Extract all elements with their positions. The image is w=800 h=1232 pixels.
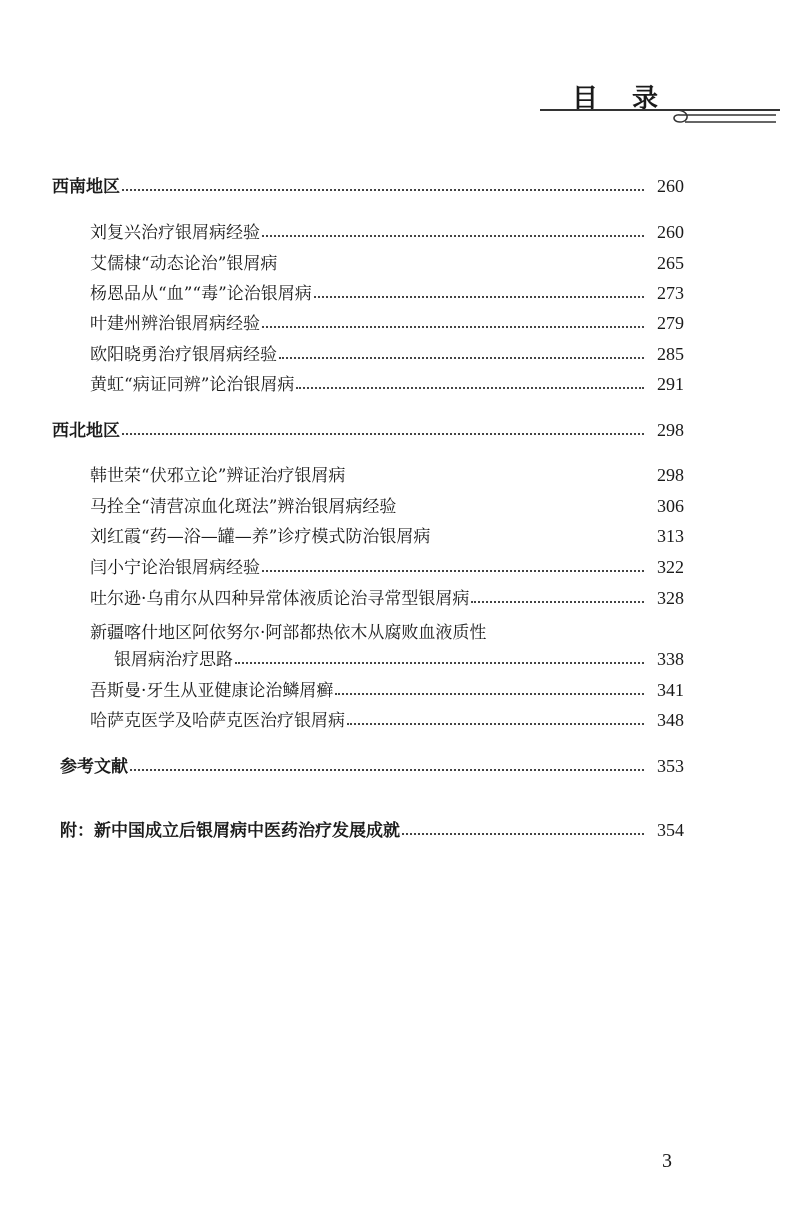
dot-leader — [235, 661, 644, 664]
toc-entry[interactable] — [90, 218, 684, 246]
page-title: 目录 — [572, 84, 693, 114]
entry-title: 吾斯曼·牙生从亚健康论治鳞屑癣 — [90, 681, 334, 701]
toc-entry[interactable] — [90, 370, 684, 398]
dot-leader — [122, 188, 644, 191]
dot-leader — [262, 234, 644, 237]
dot-leader — [432, 539, 644, 540]
page-ref: 279 — [657, 313, 684, 333]
page-ref: 353 — [657, 756, 684, 776]
page-ref: 341 — [657, 680, 684, 700]
section-title: 参考文献 — [60, 757, 128, 777]
entry-title: 哈萨克医学及哈萨克医治疗银屑病 — [90, 711, 345, 731]
entry-title: 黄虹“病证同辨”论治银屑病 — [90, 375, 295, 395]
page-ref: 265 — [657, 253, 684, 273]
entry-title: 杨恩品从“血”“毒”论治银屑病 — [90, 284, 312, 304]
page-ref: 322 — [657, 557, 684, 577]
dot-leader — [471, 600, 644, 603]
page-ref: 354 — [657, 820, 684, 840]
page-ref: 313 — [657, 526, 684, 546]
page-ref: 273 — [657, 283, 684, 303]
dot-leader — [347, 478, 644, 479]
dot-leader — [347, 722, 644, 725]
page-ref: 338 — [657, 649, 684, 669]
entry-title: 欧阳晓勇治疗银屑病经验 — [90, 345, 277, 365]
toc-section-northwest[interactable] — [52, 416, 684, 444]
dot-leader — [296, 386, 644, 389]
entry-title: 马拴全“清营凉血化斑法”辨治银屑病经验 — [90, 497, 397, 517]
section-title: 西北地区 — [52, 421, 120, 441]
section-title: 附：新中国成立后银屑病中医药治疗发展成就 — [60, 821, 400, 841]
toc-entry[interactable] — [90, 279, 684, 307]
page-ref: 306 — [657, 496, 684, 516]
toc-entry[interactable] — [114, 645, 684, 673]
entry-title: 刘红霞“药—浴—罐—养”诊疗模式防治银屑病 — [90, 527, 431, 547]
toc-entry[interactable] — [90, 522, 684, 550]
toc-entry[interactable] — [90, 461, 684, 489]
page-ref: 291 — [657, 374, 684, 394]
toc-entry[interactable] — [90, 584, 684, 612]
section-title: 西南地区 — [52, 177, 120, 197]
dot-leader — [402, 832, 644, 835]
page-ref: 285 — [657, 344, 684, 364]
entry-title: 刘复兴治疗银屑病经验 — [90, 223, 260, 243]
page-ref: 260 — [657, 222, 684, 242]
toc-entry-first-line[interactable]: 新疆喀什地区阿依努尔·阿部都热依木从腐败血液质性 — [90, 623, 487, 643]
toc-entry[interactable] — [90, 340, 684, 368]
page-ref: 298 — [657, 420, 684, 440]
dot-leader — [262, 325, 644, 328]
page-ref: 348 — [657, 710, 684, 730]
entry-title: 韩世荣“伏邪立论”辨证治疗银屑病 — [90, 466, 346, 486]
dot-leader — [398, 509, 644, 510]
toc-entry[interactable] — [90, 706, 684, 734]
dot-leader — [279, 266, 644, 267]
dot-leader — [335, 692, 644, 695]
page-ref: 298 — [657, 465, 684, 485]
entry-title-continuation: 银屑病治疗思路 — [114, 650, 233, 670]
toc-entry[interactable] — [90, 676, 684, 704]
dot-leader — [122, 432, 644, 435]
toc-entry[interactable] — [90, 249, 684, 277]
toc-entry[interactable] — [90, 309, 684, 337]
entry-title: 闫小宁论治银屑病经验 — [90, 558, 260, 578]
dot-leader — [262, 569, 644, 572]
dot-leader — [130, 768, 644, 771]
entry-title: 艾儒棣“动态论治”银屑病 — [90, 254, 278, 274]
toc-section-references[interactable] — [60, 752, 684, 780]
toc-section-appendix[interactable] — [60, 816, 684, 844]
dot-leader — [279, 356, 644, 359]
toc-entry[interactable] — [90, 492, 684, 520]
page-ref: 328 — [657, 588, 684, 608]
toc-entry[interactable] — [90, 553, 684, 581]
page-number: 3 — [662, 1150, 672, 1172]
page-ref: 260 — [657, 176, 684, 196]
entry-title: 叶建州辨治银屑病经验 — [90, 314, 260, 334]
toc-section-southwest[interactable] — [52, 172, 684, 200]
dot-leader — [314, 295, 644, 298]
entry-title: 吐尔逊·乌甫尔从四种异常体液质论治寻常型银屑病 — [90, 589, 470, 609]
